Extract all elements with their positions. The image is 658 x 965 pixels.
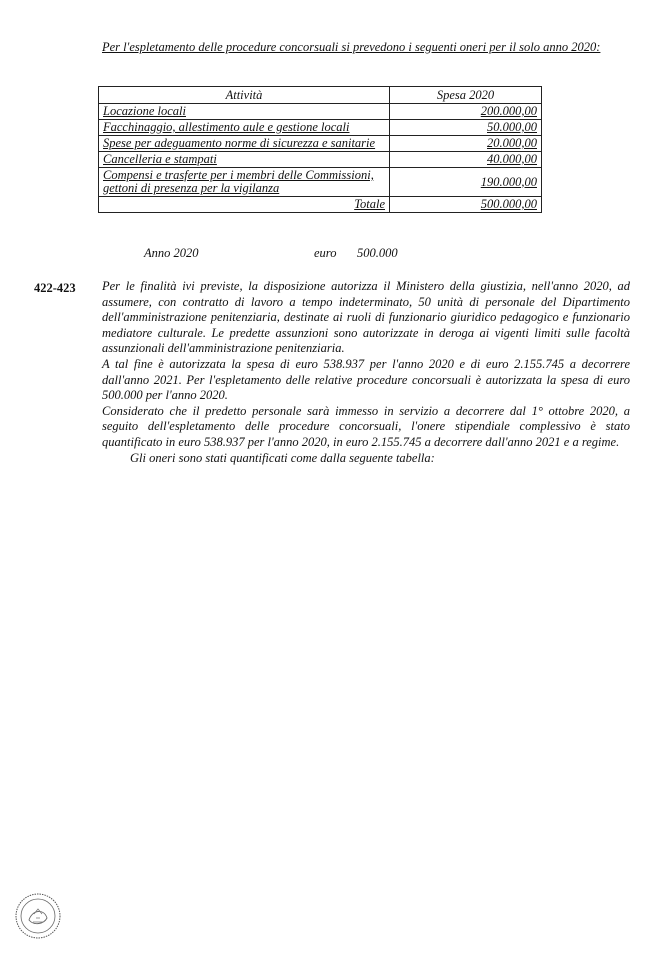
- header-activity: Attività: [99, 87, 390, 104]
- paragraph: A tal fine è autorizzata la spesa di euro 538.937 per l'anno 2020 e di euro 2.155.745 a decorrere dall'anno 2021. Per l'espletamento delle relative procedure concorsuali è autorizzata la spesa di euro 500.000 per l'anno 2020.: [102, 356, 630, 403]
- table-row: [99, 120, 542, 136]
- summary-currency: euro: [314, 246, 337, 260]
- row-amount: 200.000,00: [390, 104, 542, 120]
- table-row: [99, 136, 542, 152]
- total-label: Totale: [99, 197, 390, 213]
- paragraph: Per le finalità ivi previste, la disposizione autorizza il Ministero della giustizia, nell'anno 2020, ad assumere, con contratto di lavoro a tempo indeterminato, 50 unità di personale del Dipartimento dell'amministrazione penitenziaria, destinate ai ruoli di funzionario giuridico pedagogico e funzionario mediatore culturale. Le predette assunzioni sono autorizzate in deroga ai vigenti limiti sulle facoltà assunzionali dell'amministrazione penitenziaria.: [102, 279, 630, 356]
- table-row: [99, 152, 542, 168]
- table-header-row: [99, 87, 542, 104]
- row-amount: 20.000,00: [390, 136, 542, 152]
- row-activity: Locazione locali: [99, 104, 390, 120]
- header-spend-2020: Spesa 2020: [390, 87, 542, 104]
- section-heading: Per l'espletamento delle procedure concorsuali si prevedono i seguenti oneri per il solo anno 2020:: [102, 40, 601, 54]
- row-activity: Compensi e trasferte per i membri delle Commissioni, gettoni di presenza per la vigilanza: [99, 168, 390, 197]
- row-amount: 190.000,00: [390, 168, 542, 197]
- cost-table: [98, 86, 542, 213]
- paragraph: Considerato che il predetto personale sarà immesso in servizio a decorrere dal 1° ottobre 2020, a seguito dell'espletamento delle procedure concorsuali, l'onere stipendiale complessivo è stato quantificato in euro 538.937 per l'anno 2020, in euro 2.155.745 a decorrere dall'anno 2021 e a regime.: [102, 403, 630, 449]
- table-total-row: [99, 197, 542, 213]
- row-activity: Cancelleria e stampati: [99, 152, 390, 168]
- row-amount: 50.000,00: [390, 120, 542, 136]
- summary-year: Anno 2020: [144, 246, 199, 260]
- body-text: [102, 279, 630, 466]
- table-row: [99, 168, 542, 197]
- row-amount: 40.000,00: [390, 152, 542, 168]
- total-amount: 500.000,00: [390, 197, 542, 213]
- official-seal-icon: [14, 892, 62, 940]
- row-activity: Facchinaggio, allestimento aule e gestione locali: [99, 120, 390, 136]
- row-activity: Spese per adeguamento norme di sicurezza e sanitarie: [99, 136, 390, 152]
- paragraph: Gli oneri sono stati quantificati come dalla seguente tabella:: [130, 450, 435, 465]
- section-reference: 422-423: [34, 281, 76, 295]
- summary-amount: 500.000: [357, 246, 398, 260]
- table-row: [99, 104, 542, 120]
